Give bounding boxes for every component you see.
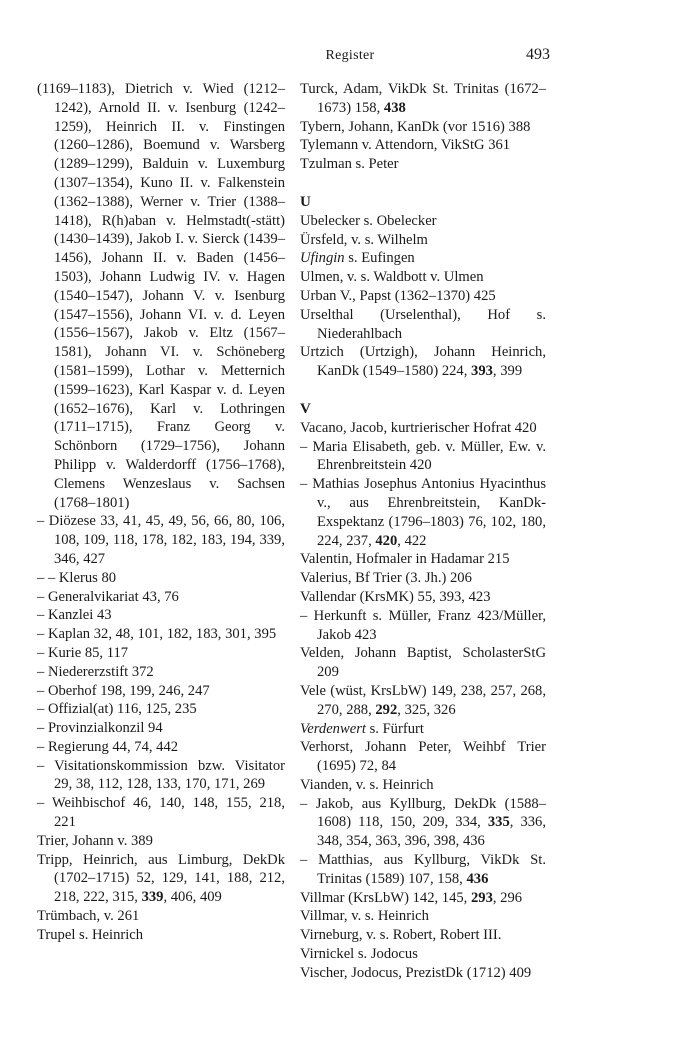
left-column [37,80,285,945]
index-entry: – Provinzialkonzil 94 [37,720,163,737]
bold-page-ref: 436 [466,870,489,887]
entry-text: s. Eufingen [348,250,415,267]
index-entry [300,889,546,908]
entry-text: , 422 [397,532,427,549]
right-column [300,80,546,983]
entry-text: Urtzich (Urtzigh), Johann Heinrich, KanDk (1549–1580) 224, [300,344,546,380]
running-head: Register [325,48,375,63]
index-entry [300,682,546,720]
italic-term: Ufingin [300,250,345,267]
index-entry: Virneburg, v. s. Robert, Robert III. [300,927,502,944]
entry-text: s. Fürfurt [369,720,424,737]
index-entry: Ulmen, v. s. Waldbott v. Ulmen [300,269,484,286]
index-entry [300,343,546,381]
bold-page-ref: 339 [141,889,164,906]
section-letter-v: V [300,400,311,417]
index-entry: Trier, Johann v. 389 [37,832,153,849]
entry-text: Turck, Adam, VikDk St. Trinitas (1672–1673) 158, [300,81,546,116]
entry-text: Tripp, Heinrich, aus Limburg, DekDk (1702–1715) 52, 129, 141, 188, 212, 218, 222, 315, [37,851,285,906]
index-entry [300,851,546,889]
bold-page-ref: 335 [487,814,510,831]
index-entry: – Generalvikariat 43, 76 [37,588,179,605]
index-entry [300,249,546,268]
index-entry: Ürsfeld, v. s. Wilhelm [300,231,428,248]
bold-page-ref: 293 [470,889,493,906]
index-entry: – Kanzlei 43 [37,607,112,624]
index-entry: Trümbach, v. 261 [37,908,140,925]
index-entry [300,720,546,739]
entry-text: – Jakob, aus Kyllburg, DekDk (1588–1608) 118, 150, 209, 334, [300,795,546,831]
index-entry: Velden, Johann Baptist, ScholasterStG 209 [300,645,546,681]
index-entry: – Herkunft s. Müller, Franz 423/Müller, Jakob 423 [300,607,546,643]
index-entry: – – Klerus 80 [37,569,117,586]
index-entry: Ubelecker s. Obelecker [300,212,437,229]
entry-text: , [509,814,514,831]
entry-text: , 399 [492,363,523,380]
index-entry [300,795,546,851]
entry-text: – Matthias, aus Kyllburg, VikDk St. Trinitas (1589) 107, 158, [300,852,546,887]
index-entry: Vischer, Jodocus, PrezistDk (1712) 409 [300,964,532,981]
entry-text: – Mathias Josephus Antonius Hyacinthus v., aus Ehrenbreitstein, KanDk-Exspektanz (1796–1803) 76, 102, 180, 224, 237, [300,476,546,549]
index-entry: Urban V., Papst (1362–1370) 425 [300,287,496,304]
index-entry: Tzulman s. Peter [300,156,399,173]
bold-page-ref: 393 [471,363,493,380]
index-entry [37,851,285,907]
page-number: 493 [526,46,550,63]
index-entry: – Kaplan 32, 48, 101, 182, 183, 301, 395 [37,626,277,643]
entry-text: , 296 [492,889,523,906]
index-entry: – Offizial(at) 116, 125, 235 [37,701,197,718]
index-entry: Urselthal (Urselenthal), Hof s. Niederahlbach [300,306,546,342]
entry-text: Villmar (KrsLbW) 142, 145, [300,889,471,906]
bold-page-ref: 292 [375,701,398,718]
index-entry: – Regierung 44, 74, 442 [37,738,179,755]
index-entry: Verhorst, Johann Peter, Weihbf Trier (1695) 72, 84 [300,739,546,775]
index-entry: – Kurie 85, 117 [37,644,129,661]
index-entry: (1169–1183), Dietrich v. Wied (1212–1242), Arnold II. v. Isenburg (1242–1259), Heinrich II. v. Finstingen (1260–1286), Boemund v. Warsberg (1289–1299), Balduin v. Luxemburg (1307–1354), Kuno II. v. Falkenstein (1362–1388), Werner v. Trier (1388–1418), R(h)aban v. Helmstadt(-stätt) (1430–1439), Jakob I. v. Sierck (1439–1456), Johann II. v. Baden (1456–1503), Johann Ludwig IV. v. Hagen (1540–1547), Johann V. v. Isenburg (1547–1556), Johann VI. v. d. Leyen (1556–1567), Jakob v. Eltz (1567–1581), Johann VI. v. Schöneberg (1581–1599), Lothar v. Metternich (1599–1623), Karl Kaspar v. d. Leyen (1652–1676), Karl v. Lothringen (1711–1715), Franz Georg v. Schönborn (1729–1756), Johann Philipp v. Walderdorff (1756–1768), Clemens Wenzeslaus v. Sachsen (1768–1801) [37,81,285,511]
index-entry: – Oberhof 198, 199, 246, 247 [37,682,210,699]
index-entry: – Visitationskommission bzw. Visitator 29, 38, 112, 128, 133, 170, 171, 269 [37,757,285,793]
entry-text: 336, 348, 354, 363, 396, 398, 436 [317,814,547,850]
index-entry: Valerius, Bf Trier (3. Jh.) 206 [300,570,472,587]
index-entry: Virnickel s. Jodocus [300,946,418,963]
index-entry: Valentin, Hofmaler in Hadamar 215 [300,551,510,568]
index-entry [300,475,546,550]
entry-text: , 325, 326 [397,701,456,718]
index-entry: – Niedererzstift 372 [37,663,154,680]
entry-text: Vele (wüst, KrsLbW) 149, 238, 257, 268, 270, 288, [300,682,546,718]
index-entry: – Weihbischof 46, 140, 148, 155, 218, 221 [37,795,285,831]
bold-page-ref: 420 [375,532,398,549]
index-entry: – Diözese 33, 41, 45, 49, 56, 66, 80, 106, 108, 109, 118, 178, 182, 183, 194, 339, 346, 427 [37,513,285,567]
index-entry: Villmar, v. s. Heinrich [300,908,429,925]
bold-page-ref: 438 [383,99,406,116]
italic-term: Verdenwert [300,720,366,737]
index-entry: – Maria Elisabeth, geb. v. Müller, Ew. v. Ehrenbreitstein 420 [300,438,546,474]
index-entry: Vianden, v. s. Heinrich [300,776,434,793]
index-entry: Vacano, Jacob, kurtrierischer Hofrat 420 [300,419,537,436]
section-letter-u: U [300,193,311,210]
index-entry: Trupel s. Heinrich [37,926,144,943]
index-entry: Tybern, Johann, KanDk (vor 1516) 388 [300,118,531,135]
index-entry: Tylemann v. Attendorn, VikStG 361 [300,137,511,154]
index-entry [300,80,546,118]
index-entry: Vallendar (KrsMK) 55, 393, 423 [300,588,491,605]
entry-text: , 406, 409 [163,889,222,906]
